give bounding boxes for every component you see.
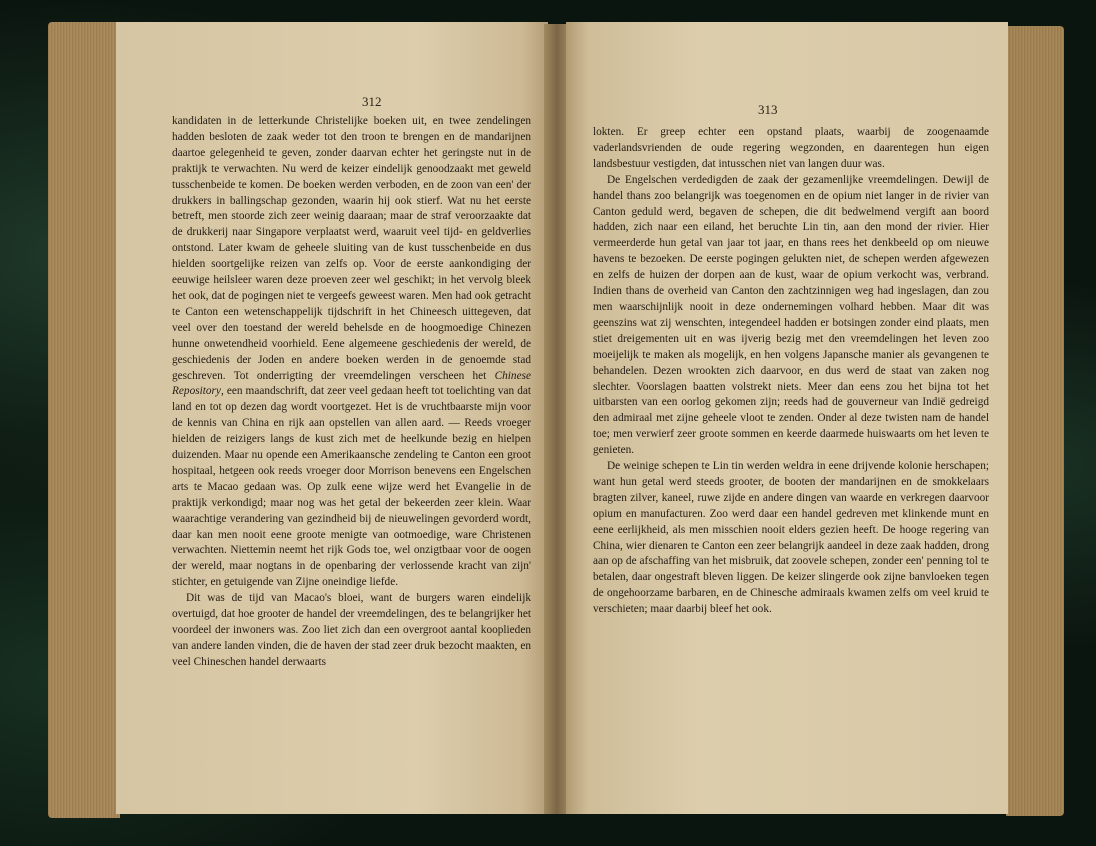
left-paragraph-1 — [172, 114, 531, 591]
left-paragraph-1-after: , een maandschrift, dat zeer veel gedaan heeft tot toelichting van dat land en tot op dezen dag wordt voortgezet. Het is de vruchtbaarste mijn voor de kennis van China en rijk aan opstellen van allen aard. — Reeds vroeger hielden de reizigers langs de kust zich met de heelkunde bezig en hielpen duizenden. Maar nu opende een Amerikaansche zendeling te Canton een groot hospitaal, hetgeen ook reeds vroeger door Morrison benevens een Engelschen arts te Macao gedaan was. Op zulk eene wijze werd het Evangelie in de praktijk verkondigd; maar nog was het getal der bekeerden zeer klein. Waar waarachtige verandering van gezindheid bij de nieuwelingen gevorderd wordt, daar kan men nooit eene groote menigte van ootmoedige, ware Christenen verwachten. Niettemin neemt het rijk Gods toe, wel onzigtbaar voor de oogen der wereld, maar nogtans in de openbaring der verlossende kracht van zijn' stichter, en getuigende van Zijne oneindige liefde. — [172, 385, 531, 589]
right-paragraph-1: lokten. Er greep echter een opstand plaats, waarbij de zoogenaamde vaderlandsvrienden de oude regering wegzonden, en daarentegen hun eigen landsbestuur vestigden, dat intusschen niet van langen duur was. — [593, 126, 989, 170]
open-book — [44, 16, 1064, 826]
right-page-edges — [1006, 26, 1064, 816]
right-page-number: 313 — [758, 102, 778, 117]
right-paragraph-3: De weinige schepen te Lin tin werden weldra in eene drijvende kolonie herschapen; want hun getal werd steeds grooter, de booten der mandarijnen en de smokkelaars bragten zilver, kaneel, ruwe zijde en andere dingen van waarde en verkregen daarvoor opium en manufacturen. Zoo werd daar een handel gedreven met klinkende munt en eene eerlijkheid, als men misschien nooit elders gezien heeft. De hooge regering van China, wier dienaren te Canton een zeer belangrijk aandeel in deze zaak hadden, drong aan op de afschaffing van het misbruik, dat zoovele schepen, zonder een' penning tol te betalen, daar ongestraft bleven liggen. De keizer slingerde ook zijne banvloeken tegen de ongehoorzame barbaren, en de Chinesche admiraals kwamen zelfs om veel kruid te verschieten; maar daarbij bleef het ook. — [593, 460, 989, 616]
left-page-number: 312 — [362, 94, 382, 109]
left-page-text — [172, 114, 531, 671]
left-paragraph-1-text: kandidaten in de letterkunde Christelijke boeken uit, en twee zendelingen hadden besloten de zaak weder tot den troon te brengen en de mandarijnen daartoe gelegenheid te geven, zonder daarvan echter het geringste nut in de praktijk te verwachten. Nu werd de keizer eindelijk genoodzaakt met geweld tusschenbeide te komen. De boeken werden verboden, en de zoon van een' der drukkers in ballingschap gezonden, waarin hij ook stierf. Wat nu het eerste betreft, men stoorde zich zeer weinig daaraan; maar de straf veroorzaakte dat de drukkerij naar Singapore verplaatst werd, waaruit veel tijd- en geldverlies ontstond. Later kwam de geheele sluiting van de kust tusschenbeide en dus hielden soortgelijke reizen van zelfs op. Voor de eerste aankondiging der eeuwige heilsleer waren deze proeven zeer wel geschikt; in het vervolg bleek het ook, dat de pogingen niet te vergeefs geweest waren. Men had ook getracht te Canton een wetenschappelijk tijdschrift in het Chineesch uittegeven, dat veel over den toestand der wereld behelsde en de hoogmoedige Chinezen hunne onwetendheid voorhield. Eene algemeene geschiedenis der wereld, de geschiedenis der Joden en andere boeken werden in de genoemde stad geschreven. Tot onderrigting der vreemdelingen verscheen het — [172, 115, 531, 382]
left-page-edges — [48, 22, 120, 818]
left-paragraph-2: Dit was de tijd van Macao's bloei, want de burgers waren eindelijk overtuigd, dat hoe grooter de handel der vreemdelingen, des te belangrijker het voordeel der inwoners was. Zoo liet zich dan een overgroot aantal kooplieden van andere landen vinden, die de haven der stad zeer druk bezocht maakten, en veel Chineschen handel derwaarts — [172, 592, 531, 668]
right-page-text — [593, 125, 989, 618]
right-paragraph-2: De Engelschen verdedigden de zaak der gezamenlijke vreemdelingen. Dewijl de handel thans zoo belangrijk was toegenomen en de opium niet langer in de rivier van Canton geduld werd, begaven de schepen, die dit bedwelmend vergift aan boord hadden, zich naar een eiland, het beruchte Lin tin, aan den mond der rivier. Hier vermeerderde hun getal van jaar tot jaar, en thans rees het denkbeeld op om nieuwe havens te bezoeken. De eerste pogingen gelukten niet, de schepen werden afgewezen en zelfs de huizen der dorpen aan de kust, waar de opium verkocht was, verbrand. Indien thans de overheid van Canton den zachtzinnigen weg had ingeslagen, dan zou men waarschijnlijk nooit in deze ondernemingen volhard hebben. Maar dit was geenszins wat zij wenschten, integendeel hadden er botsingen zonder eind plaats, men stiet dreigementen uit en was ijverig bezig met den vreemdelingen het leven zoo moeijelijk te maken als mogelijk, en hen volgens Japansche manier als gevangenen te behandelen. Dezen wrookten zich daarvoor, en dus werd de staat van zaken nog slechter. Voorslagen baatten volstrekt niets. Meer dan eens zou het bijna tot het uitbarsten van een oorlog gekomen zijn; reeds had de gouverneur van Indië gedreigd den admiraal met zijne geheele vloot te zenden. Onder al deze twisten nam de handel toe; men verwierf zeer groote sommen en keerde daarmede huiswaarts om het leven te genieten. — [593, 173, 989, 457]
journal-title: Chinese Repository — [172, 369, 531, 398]
